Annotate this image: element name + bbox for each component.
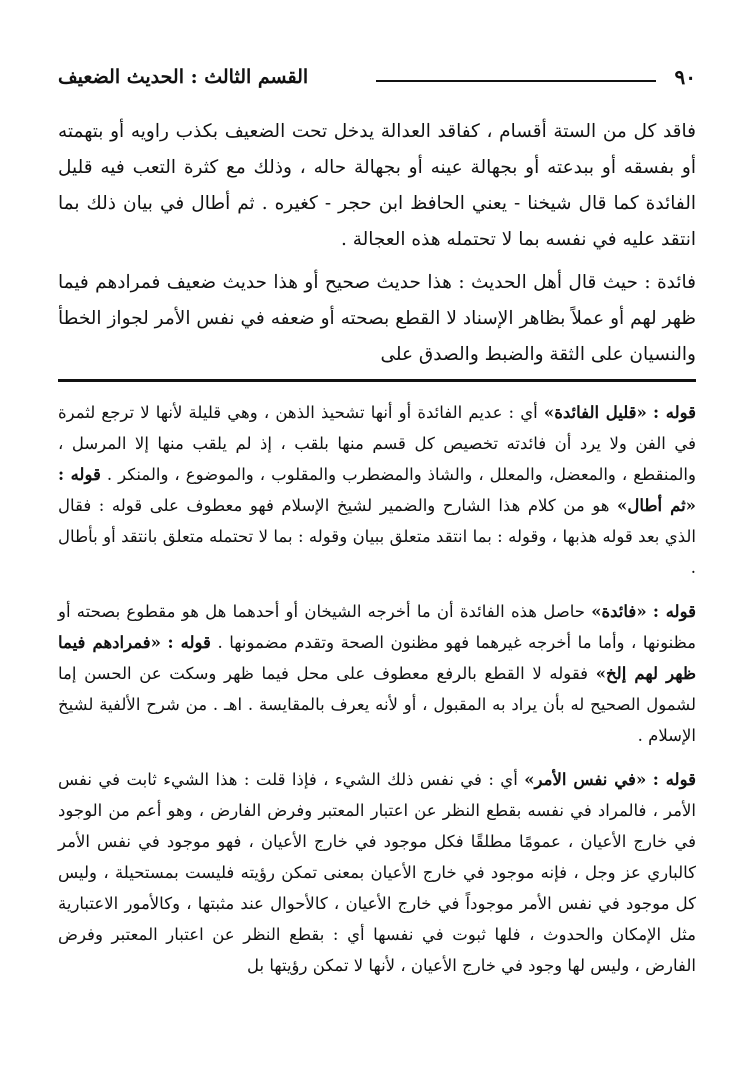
note-term: «في نفس الأمر» <box>524 770 647 789</box>
footnote-divider <box>58 379 696 382</box>
main-paragraph: فائدة : حيث قال أهل الحديث : هذا حديث صحيح أو هذا حديث ضعيف فمرادهم فيما ظهر لهم أو عملاً بظاهر الإسناد لا القطع بصحته أو ضعفه في نفس الأمر لجواز الخطأ والنسيان على الثقة والضبط والصدق على <box>58 272 696 365</box>
note-term: «ثم أطال» <box>617 496 696 515</box>
note-paragraph <box>58 764 696 981</box>
note-term: «فائدة» <box>591 602 647 621</box>
note-lead: قوله : <box>167 633 211 652</box>
page-header <box>58 62 696 92</box>
note-lead: قوله : <box>58 465 101 484</box>
note-body: فقوله لا القطع بالرفع معطوف على محل فيما ظهر وسكت عن الحسن إما لشمول الصحيح له بأن يراد به المقبول ، أو لأنه يعرف بالمقايسة . اهـ . من شرح الألفية لشيخ الإسلام . <box>58 664 696 745</box>
note-term: «فمرادهم فيما ظهر لهم إلخ» <box>58 633 696 683</box>
note-lead: قوله : <box>652 770 697 789</box>
note-body: هو من كلام هذا الشارح والضمير لشيخ الإسلام فهو معطوف على قوله : فقال الذي بعد قوله هذبها ، وقوله : بما انتقد متعلق ببيان وقوله : بما لا تحتمله متعلق بانتقد أو بأطال . <box>58 496 696 577</box>
note-body: أي : عديم الفائدة أو أنها تشحيذ الذهن ، وهي قليلة لأنها لا ترجع لثمرة في الفن ولا يرد أن فائدته تخصيص كل قسم منها بلقب ، إذ لم يلقب منها إلا المرسل ، والمنقطع ، والمعضل، والمعلل ، والشاذ والمضطرب والمقلوب ، والموضوع ، والمنكر . <box>58 403 696 484</box>
note-paragraph <box>58 596 696 751</box>
note-body: أي : في نفس ذلك الشيء ، فإذا قلت : هذا الشيء ثابت في نفس الأمر ، فالمراد في نفسه بقطع النظر عن اعتبار المعتبر وفرض الفارض ، وهو أعم من الوجود في خارج الأعيان ، عمومًا مطلقًا فكل موجود في خارج الأعيان ، فهو موجود في نفس الأمر كالباري عز وجل ، فإنه موجود في خارج الأعيان بمعنى تمكن رؤيته فليست بمستحيلة ، وليس كل موجود في نفس الأمر موجوداً في خارج الأعيان ، كالأحوال عند مثبتها ، وكالأمور الاعتبارية مثل الإمكان والحدوث ، فلها ثبوت في نفسها أي : بقطع النظر عن اعتبار المعتبر وفرض الفارض ، وليس لها وجود في خارج الأعيان ، لأنها لا تمكن رؤيتها بل <box>58 770 696 975</box>
header-rule <box>376 80 656 82</box>
commentary-notes <box>58 397 696 981</box>
note-term: «قليل الفائدة» <box>543 403 647 422</box>
note-body: حاصل هذه الفائدة أن ما أخرجه الشيخان أو أحدهما هل هو مقطوع بصحته أو مظنونها ، وأما ما أخرجه غيرهما فهو مظنون الصحة وتقدم مضمونها . <box>58 602 697 652</box>
main-paragraph: فاقد كل من الستة أقسام ، كفاقد العدالة يدخل تحت الضعيف بكذب راويه أو بتهمته أو بفسقه أو ببدعته أو بجهالة عينه أو بجهالة حاله ، وذلك مع كثرة التعب فيه قليل الفائدة كما قال شيخنا - يعني الحافظ ابن حجر - كغيره . ثم أطال في بيان ذلك بما انتقد عليه في نفسه بما لا تحتمله هذه العجالة . <box>58 121 696 250</box>
note-lead: قوله : <box>652 602 696 621</box>
note-lead: قوله : <box>653 403 697 422</box>
main-text <box>58 114 696 373</box>
note-paragraph <box>58 397 696 583</box>
page-number: ٩٠ <box>674 65 696 89</box>
running-title: القسم الثالث : الحديث الضعيف <box>58 66 309 88</box>
